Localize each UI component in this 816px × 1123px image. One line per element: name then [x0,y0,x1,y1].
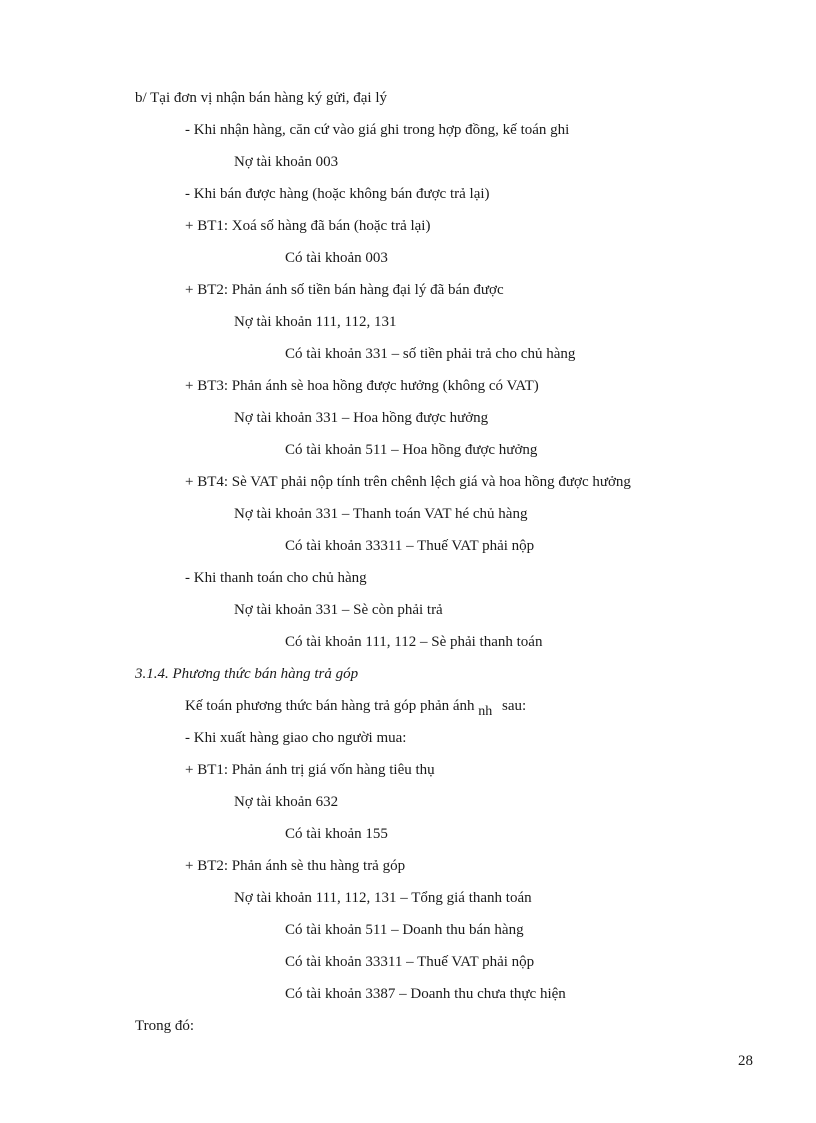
entry-step: + BT1: Xoá số hàng đã bán (hoặc trả lại) [185,218,431,234]
section-heading: 3.1.4. Phương thức bán hàng trả góp [135,666,359,682]
text-fragment: Kế toán phương thức bán hàng trả góp phản ánh [185,698,475,714]
debit-entry: Nợ tài khoản 331 – Sè còn phải trả [234,602,443,618]
credit-entry: Có tài khoản 511 – Hoa hồng được hưởng [285,442,538,458]
text-fragment-subscript: nh [478,704,493,719]
text-line: - Khi nhận hàng, căn cứ vào giá ghi trong hợp đồng, kế toán ghi [185,122,570,138]
debit-entry: Nợ tài khoản 111, 112, 131 – Tổng giá thanh toán [234,890,532,906]
text-line: - Khi thanh toán cho chủ hàng [185,570,367,586]
text-fragment: sau: [502,698,527,714]
entry-step: + BT4: Sè VAT phải nộp tính trên chênh lệch giá và hoa hồng được hưởng [185,474,631,490]
debit-entry: Nợ tài khoản 331 – Thanh toán VAT hé chủ hàng [234,506,528,522]
section-b-title: b/ Tại đơn vị nhận bán hàng ký gửi, đại lý [135,90,387,106]
credit-entry: Có tài khoản 33311 – Thuế VAT phải nộp [285,538,535,554]
debit-entry: Nợ tài khoản 003 [234,154,339,170]
credit-entry: Có tài khoản 003 [285,250,388,266]
entry-step: + BT2: Phản ánh sè thu hàng trả góp [185,858,406,874]
text-line: - Khi xuất hàng giao cho người mua: [185,730,407,746]
text-line: Trong đó: [135,1018,195,1034]
credit-entry: Có tài khoản 33311 – Thuế VAT phải nộp [285,954,535,970]
credit-entry: Có tài khoản 111, 112 – Sè phải thanh toán [285,634,543,650]
debit-entry: Nợ tài khoản 632 [234,794,339,810]
debit-entry: Nợ tài khoản 111, 112, 131 [234,314,397,330]
debit-entry: Nợ tài khoản 331 – Hoa hồng được hưởng [234,410,489,426]
credit-entry: Có tài khoản 331 – số tiền phải trả cho chủ hàng [285,346,576,362]
entry-step: + BT1: Phản ánh trị giá vốn hàng tiêu thụ [185,762,435,778]
credit-entry: Có tài khoản 511 – Doanh thu bán hàng [285,922,524,938]
page-number: 28 [738,1053,753,1069]
text-line: - Khi bán được hàng (hoặc không bán được trả lại) [185,186,490,202]
entry-step: + BT2: Phản ánh số tiền bán hàng đại lý đã bán được [185,282,504,298]
credit-entry: Có tài khoản 3387 – Doanh thu chưa thực hiện [285,986,566,1002]
entry-step: + BT3: Phản ánh sè hoa hồng được hưởng (không có VAT) [185,378,539,394]
credit-entry: Có tài khoản 155 [285,826,388,842]
text-line [185,697,527,719]
